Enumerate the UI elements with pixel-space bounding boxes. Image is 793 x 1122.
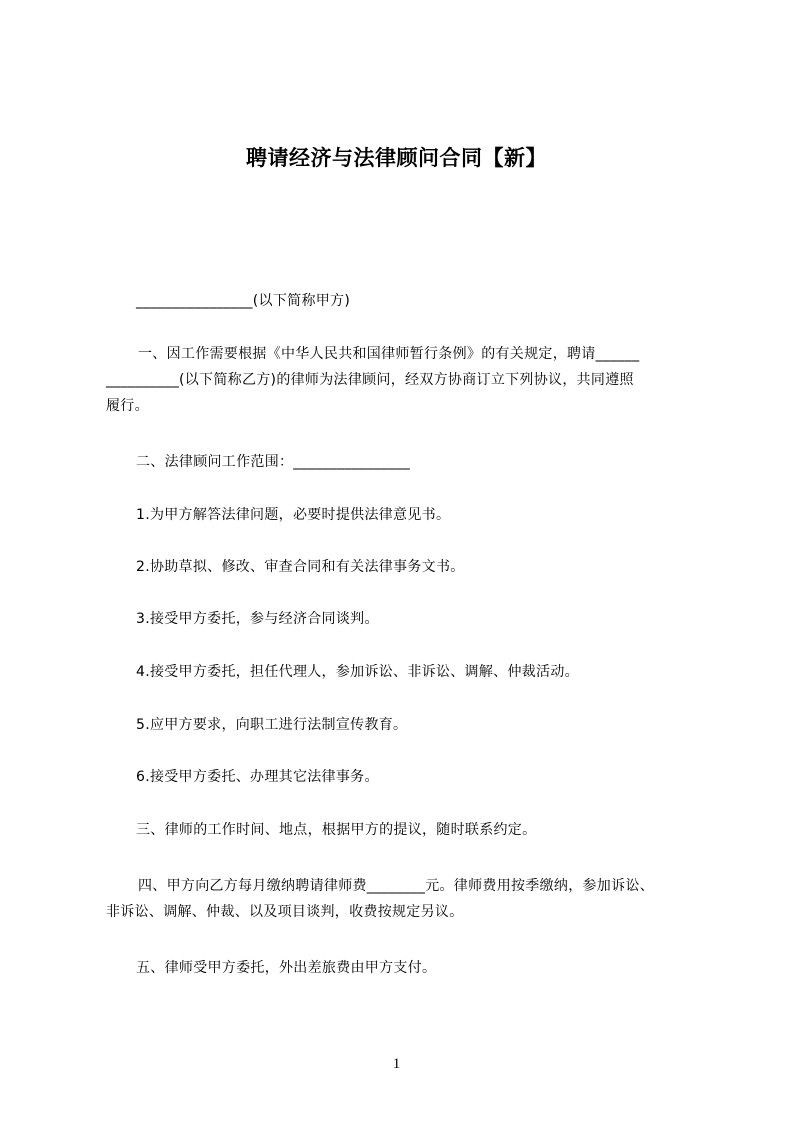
article-3: 三、律师的工作时间、地点，根据甲方的提议，随时联系约定。: [136, 822, 537, 838]
scope-item-3: 3.接受甲方委托，参与经济合同谈判。: [136, 611, 379, 627]
page-number: 1: [392, 1056, 401, 1072]
party-a-line: ________________(以下简称甲方): [136, 293, 351, 309]
article-4-line-2: 非诉讼、调解、仲裁、以及项目谈判，收费按规定另议。: [106, 904, 464, 920]
article-5: 五、律师受甲方委托，外出差旅费由甲方支付。: [136, 960, 437, 976]
scope-item-5: 5.应甲方要求，向职工进行法制宣传教育。: [136, 717, 408, 733]
article-1-line-3: 履行。: [106, 398, 149, 414]
scope-item-1: 1.为甲方解答法律问题，必要时提供法律意见书。: [136, 507, 451, 523]
scope-item-4: 4.接受甲方委托，担任代理人，参加诉讼、非诉讼、调解、仲裁活动。: [136, 664, 579, 680]
scope-item-2: 2.协助草拟、修改、审查合同和有关法律事务文书。: [136, 559, 465, 575]
article-1-line-1: 一、因工作需要根据《中华人民共和国律师暂行条例》的有关规定，聘请______: [138, 346, 640, 362]
article-4-line-1: 四、甲方向乙方每月缴纳聘请律师费________元。律师费用按季缴纳，参加诉讼、: [138, 878, 654, 894]
article-4: [106, 873, 706, 925]
scope-item-6: 6.接受甲方委托、办理其它法律事务。: [136, 769, 379, 785]
article-2: 二、法律顾问工作范围：________________: [136, 454, 411, 470]
article-1-line-2: __________(以下简称乙方)的律师为法律顾问，经双方协商订立下列协议，共同遵照: [106, 372, 634, 388]
document-title: 聘请经济与法律顾问合同【新】: [246, 146, 547, 170]
article-1: [106, 341, 706, 419]
